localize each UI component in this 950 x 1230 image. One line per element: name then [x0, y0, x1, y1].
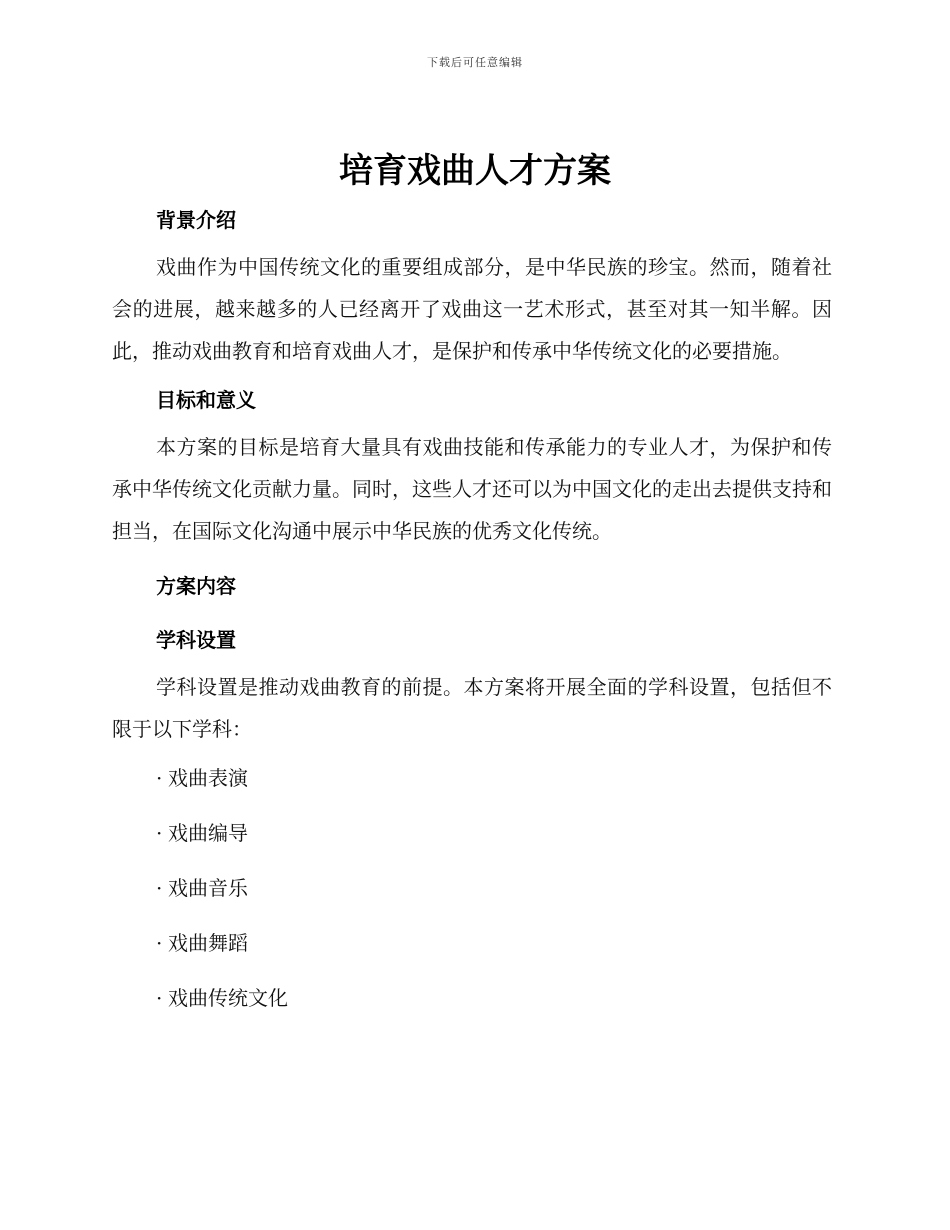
list-item — [112, 874, 832, 902]
bullet-icon: · — [156, 821, 163, 845]
header-note: 下载后可任意编辑 — [427, 56, 523, 69]
section-heading-subjects: 学科设置 — [156, 628, 236, 652]
paragraph-background: 戏曲作为中国传统文化的重要组成部分，是中华民族的珍宝。然而，随着社会的进展，越来越多的人已经离开了戏曲这一艺术形式，甚至对其一知半解。因此，推动戏曲教育和培育戏曲人才，是保护和传承中华传统文化的必要措施。 — [112, 255, 832, 363]
paragraph-goals: 本方案的目标是培育大量具有戏曲技能和传承能力的专业人才，为保护和传承中华传统文化贡献力量。同时，这些人才还可以为中国文化的走出去提供支持和担当，在国际文化沟通中展示中华民族的优秀文化传统。 — [112, 435, 832, 543]
list-item-label: 戏曲传统文化 — [168, 986, 288, 1010]
section-heading-content: 方案内容 — [156, 574, 236, 598]
document-body — [112, 200, 832, 1039]
bullet-icon: · — [156, 986, 163, 1010]
section-heading-goals: 目标和意义 — [156, 388, 256, 412]
list-item — [112, 929, 832, 957]
list-item — [112, 764, 832, 792]
document-title: 培育戏曲人才方案 — [339, 151, 611, 191]
bullet-icon: · — [156, 931, 163, 955]
list-item-label: 戏曲编导 — [168, 821, 248, 845]
bullet-icon: · — [156, 876, 163, 900]
section-heading-background: 背景介绍 — [156, 208, 236, 232]
list-item-label: 戏曲表演 — [168, 766, 248, 790]
list-item-label: 戏曲舞蹈 — [168, 931, 248, 955]
paragraph-subjects: 学科设置是推动戏曲教育的前提。本方案将开展全面的学科设置，包括但不限于以下学科： — [112, 675, 832, 741]
bullet-icon: · — [156, 766, 163, 790]
list-item — [112, 984, 832, 1012]
subject-list — [112, 764, 832, 1012]
list-item — [112, 819, 832, 847]
list-item-label: 戏曲音乐 — [168, 876, 248, 900]
